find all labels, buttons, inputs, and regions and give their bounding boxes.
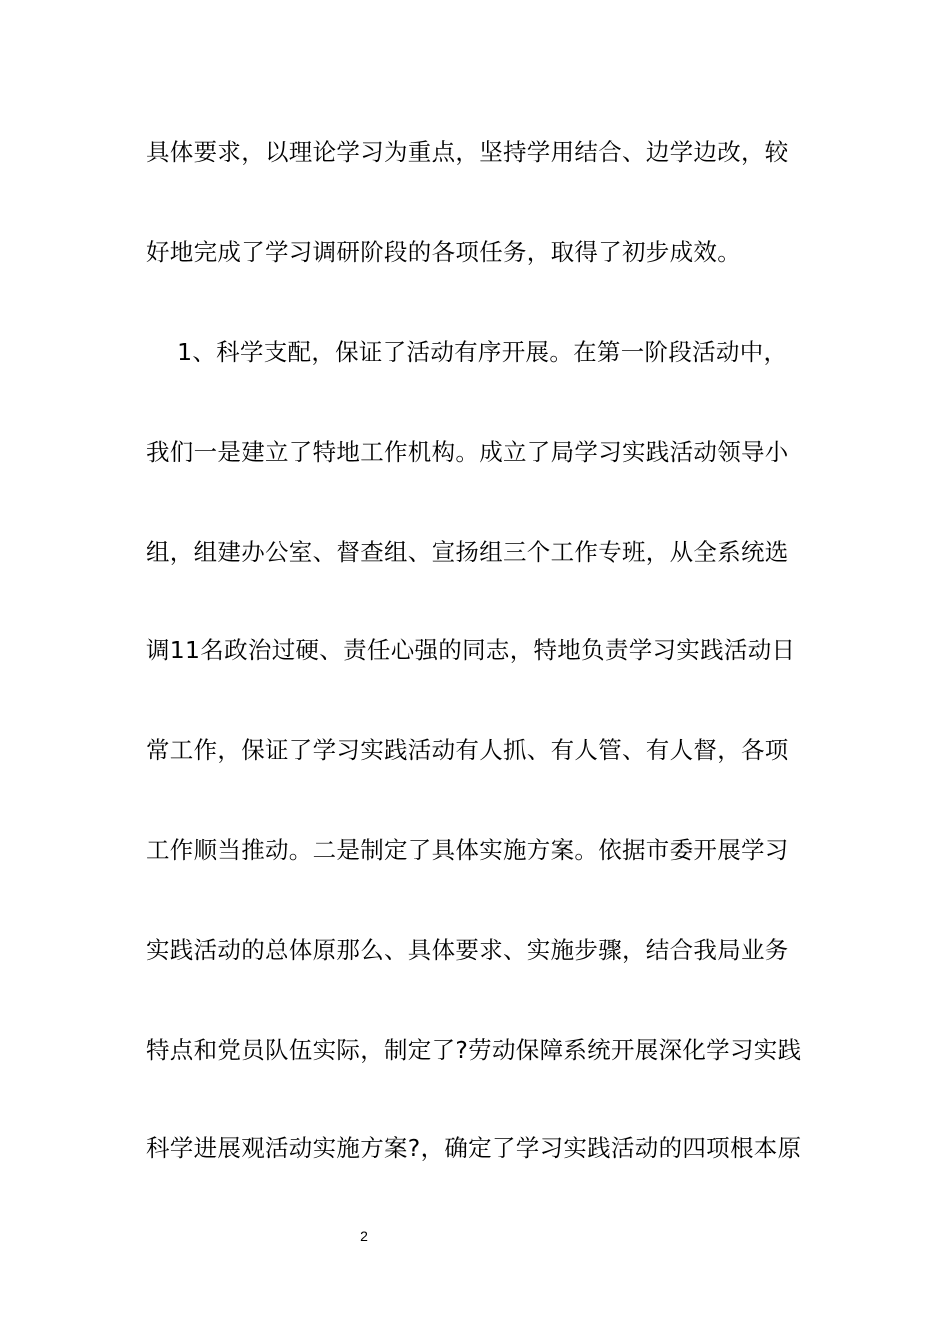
body-text-line: 好地完成了学习调研阶段的各项任务，取得了初步成效。 [146, 238, 741, 266]
body-text-line: 科学进展观活动实施方案?，确定了学习实践活动的四项根本原 [146, 1134, 802, 1162]
body-text-line: 我们一是建立了特地工作机构。成立了局学习实践活动领导小 [146, 438, 789, 466]
body-text-line: 调11名政治过硬、责任心强的同志，特地负责学习实践活动日 [146, 636, 796, 664]
body-text-line: 组，组建办公室、督查组、宣扬组三个工作专班，从全系统选 [146, 538, 789, 566]
paragraph-first-line: 1、科学支配，保证了活动有序开展。在第一阶段活动中， [146, 338, 788, 366]
page-number: 2 [360, 1228, 368, 1244]
body-text-line: 常工作，保证了学习实践活动有人抓、有人管、有人督，各项 [146, 736, 789, 764]
body-text-line: 特点和党员队伍实际，制定了?劳动保障系统开展深化学习实践 [146, 1036, 802, 1064]
body-text-line: 具体要求，以理论学习为重点，坚持学用结合、边学边改，较 [146, 138, 789, 166]
body-text-line: 实践活动的总体原那么、具体要求、实施步骤，结合我局业务 [146, 936, 789, 964]
body-text-line: 工作顺当推动。二是制定了具体实施方案。依据市委开展学习 [146, 836, 789, 864]
